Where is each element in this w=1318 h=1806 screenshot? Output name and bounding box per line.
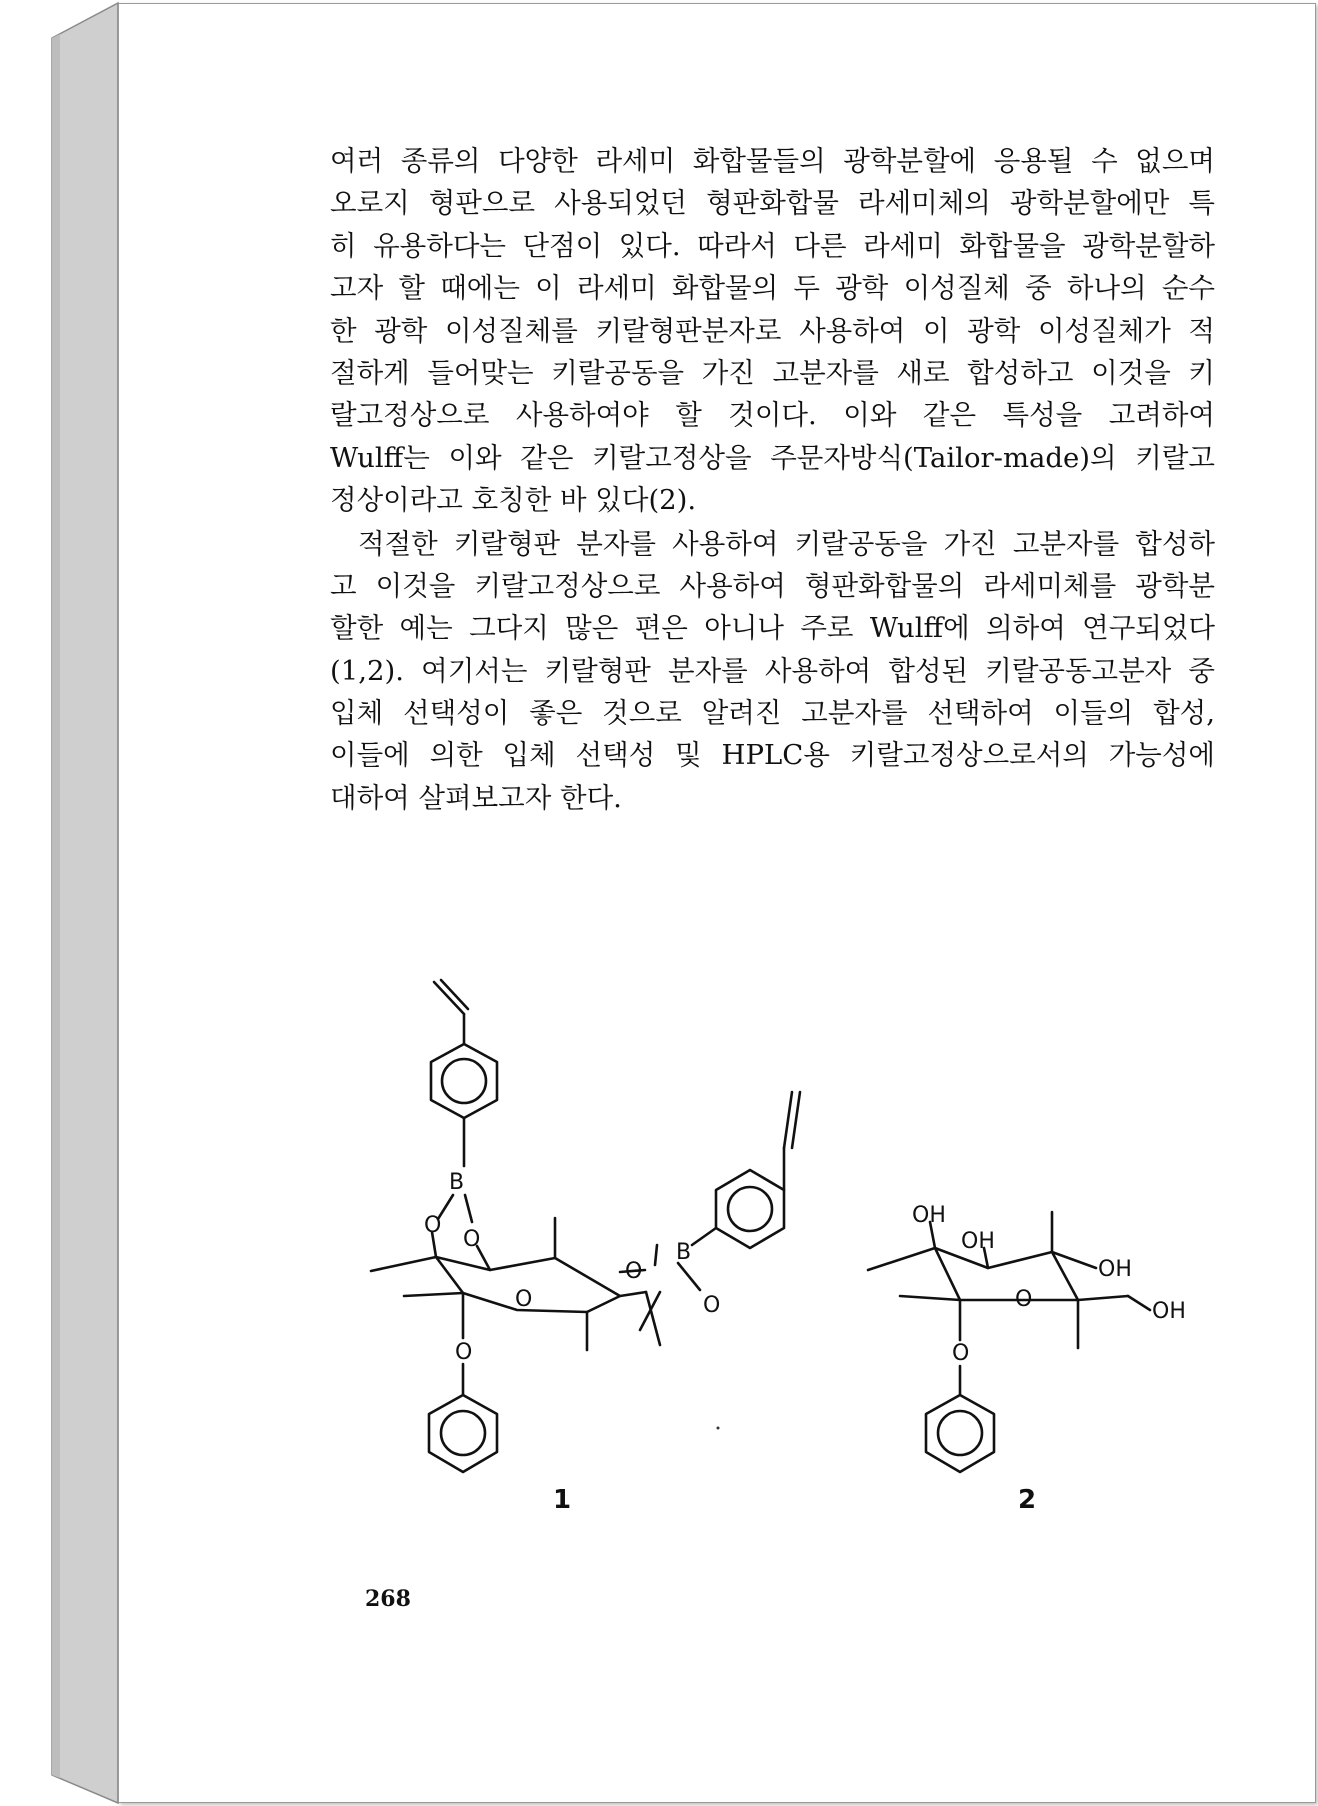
- chemical-structures-svg: [330, 960, 1230, 1520]
- hydroxyl-label: OH: [1152, 1299, 1186, 1324]
- boron-atom-label: B: [449, 1170, 465, 1195]
- hydroxyl-label: OH: [1098, 1257, 1132, 1282]
- compound-2-label: 2: [1018, 1485, 1037, 1515]
- page-body-text: [330, 140, 1215, 819]
- text-line: 고 이것을 키랄고정상으로 사용하여 형판화합물의 라세미체를 광학분: [330, 569, 1215, 602]
- text-line: 오로지 형판으로 사용되었던 형판화합물 라세미체의 광학분할에만 특: [330, 187, 1215, 220]
- compound-2-structure: [868, 1212, 1150, 1472]
- glycosidic-oxygen-label: O: [952, 1341, 970, 1366]
- chemical-structures-figure: [330, 960, 1230, 1520]
- text-line: 히 유용하다는 단점이 있다. 따라서 다른 라세미 화합물을 광학분할하: [330, 229, 1215, 262]
- print-speck: [717, 1427, 720, 1430]
- text-line: (1,2). 여기서는 키랄형판 분자를 사용하여 합성된 키랄공동고분자 중: [330, 654, 1215, 687]
- oxygen-atom-label: O: [463, 1227, 481, 1252]
- paragraph-1: [330, 140, 1215, 522]
- text-line: 절하게 들어맞는 키랄공동을 가진 고분자를 새로 합성하고 이것을 키: [330, 356, 1215, 389]
- oxygen-atom-label: O: [703, 1293, 721, 1318]
- text-line: 고자 할 때에는 이 라세미 화합물의 두 광학 이성질체 중 하나의 순수: [330, 272, 1215, 305]
- text-line: 대하여 살펴보고자 한다.: [330, 781, 622, 814]
- paragraph-2: [330, 523, 1215, 820]
- hydroxyl-label: OH: [961, 1229, 995, 1254]
- boron-atom-label: B: [676, 1240, 692, 1265]
- text-line: 입체 선택성이 좋은 것으로 알려진 고분자를 선택하여 이들의 합성,: [330, 697, 1215, 730]
- glycosidic-oxygen-label: O: [455, 1340, 473, 1365]
- ring-oxygen-label: O: [515, 1287, 533, 1312]
- text-line: 정상이라고 호칭한 바 있다(2).: [330, 484, 697, 517]
- text-line: 이들에 의한 입체 선택성 및 HPLC용 키랄고정상으로서의 가능성에: [330, 739, 1215, 772]
- compound-1-label: 1: [553, 1485, 572, 1515]
- text-line: 적절한 키랄형판 분자를 사용하여 키랄공동을 가진 고분자를 합성하: [358, 527, 1215, 560]
- text-line: 여러 종류의 다양한 라세미 화합물들의 광학분할에 응용될 수 없으며: [330, 145, 1215, 177]
- text-line: Wulff는 이와 같은 키랄고정상을 주문자방식(Tailor-made)의 키랄고: [330, 441, 1215, 474]
- hydroxyl-label: OH: [912, 1203, 946, 1228]
- text-line: 랄고정상으로 사용하여야 할 것이다. 이와 같은 특성을 고려하여: [330, 399, 1215, 432]
- ring-oxygen-label: O: [1015, 1287, 1033, 1312]
- oxygen-atom-label: O: [424, 1213, 442, 1238]
- text-line: 한 광학 이성질체를 키랄형판분자로 사용하여 이 광학 이성질체가 적: [330, 314, 1215, 347]
- oxygen-atom-label: O: [625, 1259, 643, 1284]
- page-number: 268: [365, 1586, 411, 1612]
- text-line: 할한 예는 그다지 많은 편은 아니나 주로 Wulff에 의하여 연구되었다: [330, 612, 1215, 645]
